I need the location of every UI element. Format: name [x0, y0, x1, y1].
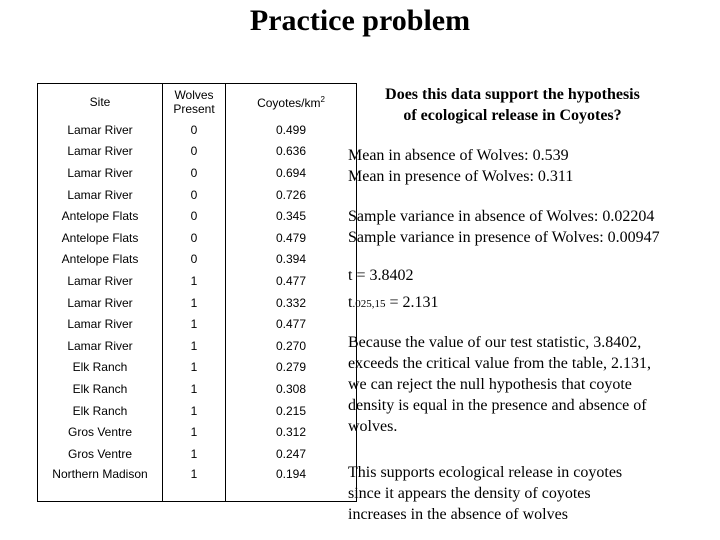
table-row	[38, 119, 357, 141]
table-row	[38, 227, 357, 249]
cell-coyotes: 0.345	[226, 205, 357, 227]
header-coyotes-label: Coyotes/km	[257, 96, 321, 110]
cell-wolves: 1	[190, 295, 198, 310]
cell-site: Gros Ventre	[38, 443, 163, 465]
mean-absence: Mean in absence of Wolves: 0.539	[348, 147, 569, 164]
cell-wolves: 1	[190, 360, 198, 375]
table-row	[38, 335, 357, 357]
cell-coyotes: 0.394	[226, 249, 357, 271]
conclusion-line: wolves.	[348, 418, 398, 435]
cell-wolves: 1	[190, 446, 198, 461]
table-row	[38, 249, 357, 271]
cell-wolves: 0	[190, 165, 198, 180]
question-heading	[345, 84, 680, 126]
cell-coyotes: 0.726	[226, 184, 357, 206]
table-row	[38, 378, 357, 400]
cell-coyotes: 0.694	[226, 162, 357, 184]
t-critical	[348, 292, 710, 315]
variance-absence: Sample variance in absence of Wolves: 0.02204	[348, 208, 655, 225]
cell-coyotes: 0.332	[226, 292, 357, 314]
cell-site: Lamar River	[38, 335, 163, 357]
header-coyotes	[226, 84, 357, 120]
cell-wolves: 1	[190, 317, 198, 332]
cell-wolves: 0	[190, 209, 198, 224]
cell-wolves: 0	[190, 187, 198, 202]
cell-site: Antelope Flats	[38, 227, 163, 249]
header-coyotes-superscript: 2	[320, 95, 325, 104]
cell-wolves: 0	[190, 252, 198, 267]
cell-coyotes: 0.247	[226, 443, 357, 465]
table-row	[38, 205, 357, 227]
cell-site: Lamar River	[38, 313, 163, 335]
table-row	[38, 292, 357, 314]
cell-wolves: 1	[163, 465, 226, 502]
table-row	[38, 357, 357, 379]
cell-site: Antelope Flats	[38, 249, 163, 271]
support-paragraph	[348, 462, 710, 525]
header-site: Site	[38, 84, 163, 120]
support-line: since it appears the density of coyotes	[348, 485, 591, 502]
variances-block	[348, 206, 710, 248]
table-row	[38, 443, 357, 465]
cell-wolves: 1	[190, 273, 198, 288]
data-table	[37, 83, 357, 502]
means-block	[348, 145, 710, 187]
header-wolves-present	[163, 84, 226, 120]
conclusion-line: we can reject the null hypothesis that coyote	[348, 376, 632, 393]
cell-site: Lamar River	[38, 270, 163, 292]
table-header-row	[38, 84, 357, 120]
cell-site: Elk Ranch	[38, 378, 163, 400]
cell-wolves: 0	[190, 122, 198, 137]
cell-site: Lamar River	[38, 184, 163, 206]
cell-site: Lamar River	[38, 119, 163, 141]
cell-coyotes: 0.270	[226, 335, 357, 357]
cell-coyotes: 0.636	[226, 141, 357, 163]
cell-wolves: 1	[190, 403, 198, 418]
question-line-2: of ecological release in Coyotes?	[403, 107, 622, 124]
header-wolves-line1: Wolves	[174, 87, 214, 102]
t-critical-value: = 2.131	[385, 294, 439, 311]
cell-wolves: 1	[190, 338, 198, 353]
t-statistic: t = 3.8402	[348, 267, 414, 284]
cell-site: Antelope Flats	[38, 205, 163, 227]
t-critical-subscript: .025,15	[352, 298, 386, 310]
variance-presence: Sample variance in presence of Wolves: 0.00947	[348, 229, 660, 246]
header-wolves-line2: Present	[173, 101, 215, 116]
cell-coyotes: 0.499	[226, 119, 357, 141]
table-row	[38, 313, 357, 335]
table-row	[38, 270, 357, 292]
cell-coyotes: 0.308	[226, 378, 357, 400]
cell-site: Gros Ventre	[38, 421, 163, 443]
cell-site: Lamar River	[38, 141, 163, 163]
support-line: increases in the absence of wolves	[348, 506, 568, 523]
cell-wolves: 0	[190, 144, 198, 159]
table-row	[38, 141, 357, 163]
support-line: This supports ecological release in coyotes	[348, 464, 623, 481]
cell-coyotes: 0.477	[226, 270, 357, 292]
conclusion-paragraph	[348, 332, 710, 437]
table-row	[38, 162, 357, 184]
cell-coyotes: 0.477	[226, 313, 357, 335]
page-title: Practice problem	[249, 4, 471, 37]
mean-presence: Mean in presence of Wolves: 0.311	[348, 168, 574, 185]
cell-site: Northern Madison	[38, 465, 163, 502]
table-row	[38, 421, 357, 443]
cell-coyotes: 0.215	[226, 400, 357, 422]
cell-coyotes: 0.279	[226, 357, 357, 379]
t-critical-symbol: t	[348, 294, 353, 311]
conclusion-line: Because the value of our test statistic, 3.8402,	[348, 334, 642, 351]
table-body	[38, 119, 357, 501]
cell-coyotes: 0.479	[226, 227, 357, 249]
question-line-1: Does this data support the hypothesis	[385, 86, 640, 103]
cell-wolves: 0	[190, 230, 198, 245]
cell-site: Lamar River	[38, 292, 163, 314]
cell-wolves: 1	[190, 381, 198, 396]
table-row	[38, 184, 357, 206]
conclusion-line: density is equal in the presence and absence of	[348, 397, 647, 414]
cell-coyotes: 0.312	[226, 421, 357, 443]
cell-site: Elk Ranch	[38, 357, 163, 379]
table-row	[38, 465, 357, 502]
cell-wolves: 1	[190, 425, 198, 440]
cell-site: Elk Ranch	[38, 400, 163, 422]
table-row	[38, 400, 357, 422]
cell-site: Lamar River	[38, 162, 163, 184]
cell-coyotes: 0.194	[226, 465, 357, 502]
conclusion-line: exceeds the critical value from the table, 2.131,	[348, 355, 651, 372]
